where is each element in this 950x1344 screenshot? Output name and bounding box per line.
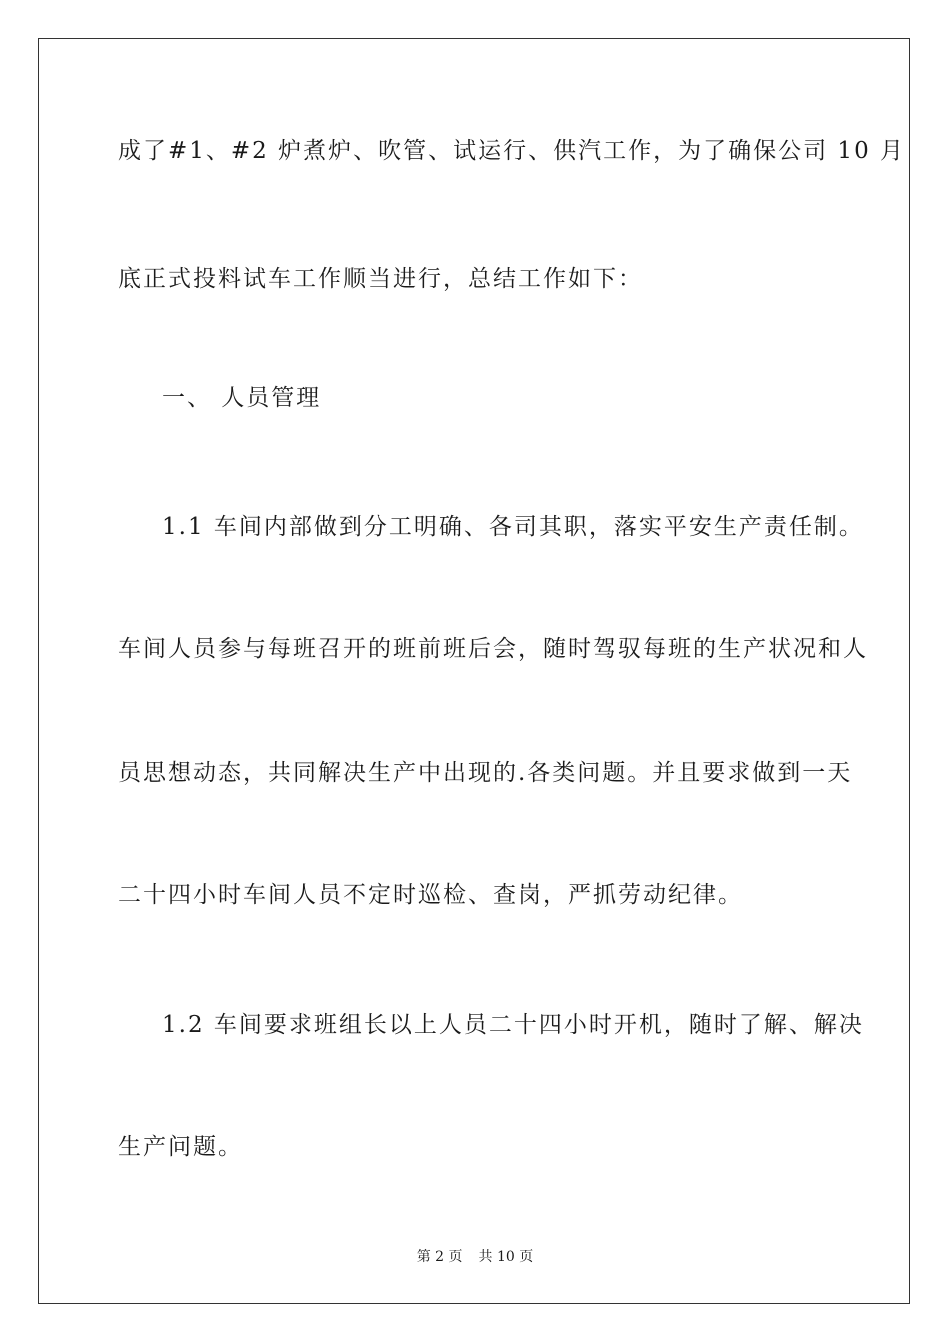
- text-line: 底正式投料试车工作顺当进行，总结工作如下：: [118, 266, 643, 292]
- text-line: 成了#1、#2 炉煮炉、吹管、试运行、供汽工作，为了确保公司 10 月: [118, 138, 906, 164]
- page-total: 共 10 页: [478, 1249, 534, 1265]
- text-line: 二十四小时车间人员不定时巡检、查岗，严抓劳动纪律。: [118, 882, 743, 908]
- page-number: 第 2 页: [416, 1249, 463, 1265]
- text-line: 车间人员参与每班召开的班前班后会，随时驾驭每班的生产状况和人: [118, 636, 868, 662]
- section-heading: 一、 人员管理: [162, 385, 322, 411]
- text-line: 员思想动态，共同解决生产中出现的.各类问题。并且要求做到一天: [118, 760, 853, 786]
- page-footer: [0, 1247, 950, 1267]
- text-line: 1.1 车间内部做到分工明确、各司其职，落实平安生产责任制。: [162, 514, 864, 540]
- text-line: 生产问题。: [118, 1134, 243, 1160]
- page-frame: [38, 38, 910, 1304]
- text-line: 1.2 车间要求班组长以上人员二十四小时开机，随时了解、解决: [162, 1012, 864, 1038]
